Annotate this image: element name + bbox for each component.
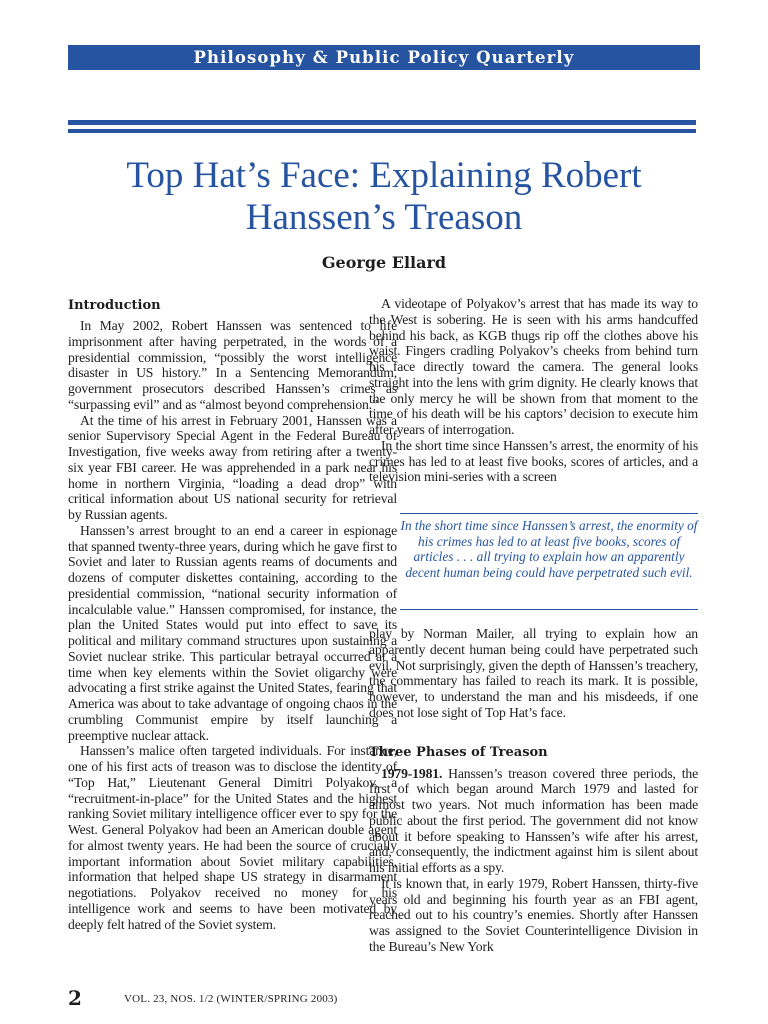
body-paragraph: A videotape of Polyakov’s arrest that has made its way to the West is sobering. He is seen with his arms handcuffed behind his back, as KGB thugs rip off the clothes above his waist. Fingers cradling Polyakov’s cheeks from behind turn his face directly toward the camera. The general looks straight into the lens with grim dignity. He clearly knows that the only mercy he will be shown from that moment to the time of his death will be his captors’ decision to execute him after years of interrogation.	[369, 296, 698, 437]
section-heading-three-phases: Three Phases of Treason	[369, 744, 548, 760]
period-label: 1979-1981.	[381, 765, 443, 781]
paragraph-text: Hanssen’s treason covered three periods, the first of which began around March 1979 and lasted for almost two years. Not much information has been made public about the first period. The government did not know about it before speaking to Hanssen’s wife after his arrest, and, consequently, the indictment against him is silent about his initial efforts as a spy.	[369, 765, 698, 875]
journal-header-bar	[68, 45, 700, 70]
body-paragraph	[369, 766, 698, 876]
body-paragraph: It is known that, in early 1979, Robert Hanssen, thirty-five years old and beginning his fourth year as an FBI agent, reached out to his country’s enemies. Shortly after Hanssen was assigned to the Soviet Counterintelligence Division in the Bureau’s New York	[369, 875, 698, 954]
journal-name: Philosophy & Public Policy Quarterly	[193, 48, 575, 67]
body-paragraph: In the short time since Hanssen’s arrest, the enormity of his crimes has led to at least five books, scores of articles, and a television mini-series with a screen	[369, 437, 698, 485]
page-number: 2	[68, 986, 82, 1010]
issue-info: VOL. 23, NOS. 1/2 (WINTER/SPRING 2003)	[124, 993, 338, 1005]
body-paragraph-continued: play by Norman Mailer, all trying to explain how an apparently decent human being could have perpetrated such evil. Not surprisingly, given the depth of Hanssen’s treachery, the commentary has failed to reach its mark. It is possible, however, to understand the man and his misdeeds, if one does not lose sight of Top Hat’s face.	[369, 626, 698, 720]
pullquote-rule-top	[400, 513, 698, 514]
left-column	[68, 296, 397, 932]
article-author: George Ellard	[321, 253, 447, 272]
section-heading-introduction: Introduction	[68, 298, 161, 313]
right-column-bottom	[369, 626, 698, 955]
pullquote: In the short time since Hanssen’s arrest, the enormity of his crimes has led to at least five books, scores of articles . . . all trying to explain how an apparently decent human being could have perpetrated such evil.	[400, 518, 698, 580]
body-paragraph: At the time of his arrest in February 2001, Hanssen was a senior Supervisory Special Agent in the Federal Bureau of Investigation, five weeks away from retiring after a twenty-six year FBI career. He was apprehended in a park near his home in northern Virginia, “loading a dead drop” with critical information about US national security for retrieval by Russian agents.	[68, 412, 397, 522]
body-paragraph: In May 2002, Robert Hanssen was sentenced to life imprisonment after having perpetrated, in the words of a presidential commission, “possibly the worst intelligence disaster in US history.” In a Sentencing Memorandum, government prosecutors described Hanssen’s crimes as “surpassing evil” and as “almost beyond comprehension.”	[68, 318, 397, 412]
header-rule-top	[68, 120, 696, 125]
header-rule-bottom	[68, 129, 696, 133]
body-paragraph: Hanssen’s arrest brought to an end a career in espionage that spanned twenty-three years, during which he gave first to Soviet and later to Russian agents reams of documents and dozens of computer diskettes containing, according to the presidential commission, “national security information of incalculable value.” Hanssen compromised, for instance, the plan the United States would put into effect to save its political and military command structures upon sustaining a Soviet nuclear strike. This particular betrayal occurred at a time when key elements within the Soviet oligarchy were advocating a first strike against the United States, fearing that America was about to take advantage of ongoing chaos in the crumbling Communist empire by itself launching a preemptive nuclear attack.	[68, 522, 397, 743]
right-column-top	[369, 296, 698, 485]
article-title: Top Hat’s Face: Explaining Robert Hanssen’s Treason	[126, 155, 642, 238]
body-paragraph: Hanssen’s malice often targeted individuals. For instance, one of his first acts of treason was to disclose the identity of “Top Hat,” Lieutenant General Dimitri Polyakov, a “recruitment-in-place” for the United States and the highest ranking Soviet military intelligence officer ever to spy for the West. General Polyakov had been an American double agent for almost twenty years. He had been the source of crucially important information about Soviet military capabilities, information that helped shape US strategy in disarmament negotiations. Polyakov received no money for his intelligence work and seems to have been motivated by deeply felt hatred of the Soviet system.	[68, 743, 397, 932]
pullquote-rule-bottom	[400, 609, 698, 610]
